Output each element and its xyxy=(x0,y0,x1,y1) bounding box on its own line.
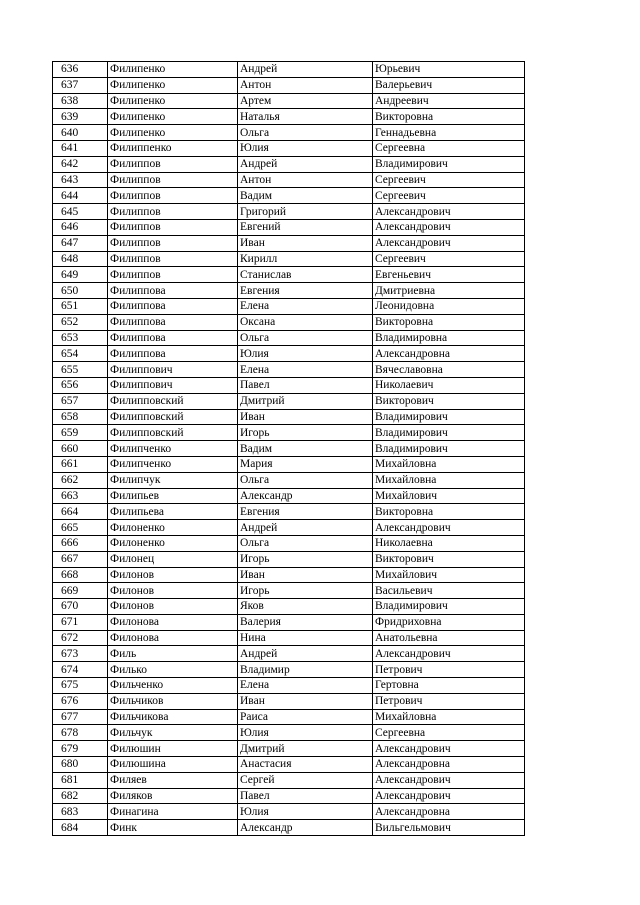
row-number-cell: 640 xyxy=(53,125,108,141)
last-name-cell: Филонов xyxy=(108,567,238,583)
row-number-cell: 636 xyxy=(53,62,108,78)
last-name-cell: Филипенко xyxy=(108,62,238,78)
table-row xyxy=(53,804,525,820)
row-number-cell: 676 xyxy=(53,693,108,709)
row-number-cell: 646 xyxy=(53,219,108,235)
row-number-cell: 672 xyxy=(53,630,108,646)
row-number-cell: 659 xyxy=(53,425,108,441)
patronymic-cell: Александровна xyxy=(373,804,525,820)
first-name-cell: Раиса xyxy=(238,709,373,725)
first-name-cell: Игорь xyxy=(238,583,373,599)
row-number-cell: 663 xyxy=(53,488,108,504)
last-name-cell: Фильченко xyxy=(108,678,238,694)
table-row xyxy=(53,693,525,709)
patronymic-cell: Леонидовна xyxy=(373,298,525,314)
first-name-cell: Иван xyxy=(238,693,373,709)
table-row xyxy=(53,551,525,567)
patronymic-cell: Викторович xyxy=(373,393,525,409)
table-row xyxy=(53,599,525,615)
names-table xyxy=(52,61,525,836)
row-number-cell: 684 xyxy=(53,820,108,836)
row-number-cell: 671 xyxy=(53,614,108,630)
table-row xyxy=(53,472,525,488)
table-row xyxy=(53,535,525,551)
table-row xyxy=(53,567,525,583)
first-name-cell: Андрей xyxy=(238,646,373,662)
table-row xyxy=(53,93,525,109)
first-name-cell: Юлия xyxy=(238,804,373,820)
row-number-cell: 669 xyxy=(53,583,108,599)
row-number-cell: 677 xyxy=(53,709,108,725)
first-name-cell: Станислав xyxy=(238,267,373,283)
last-name-cell: Филонова xyxy=(108,614,238,630)
row-number-cell: 651 xyxy=(53,298,108,314)
first-name-cell: Андрей xyxy=(238,520,373,536)
last-name-cell: Фильчиков xyxy=(108,693,238,709)
table-row xyxy=(53,709,525,725)
last-name-cell: Финк xyxy=(108,820,238,836)
table-row xyxy=(53,235,525,251)
row-number-cell: 654 xyxy=(53,346,108,362)
table-row xyxy=(53,156,525,172)
patronymic-cell: Викторович xyxy=(373,551,525,567)
row-number-cell: 656 xyxy=(53,377,108,393)
last-name-cell: Филиппова xyxy=(108,298,238,314)
table-row xyxy=(53,283,525,299)
table-row xyxy=(53,520,525,536)
last-name-cell: Филонец xyxy=(108,551,238,567)
last-name-cell: Фильчикова xyxy=(108,709,238,725)
table-row xyxy=(53,741,525,757)
first-name-cell: Елена xyxy=(238,362,373,378)
row-number-cell: 649 xyxy=(53,267,108,283)
table-row xyxy=(53,172,525,188)
table-row xyxy=(53,425,525,441)
first-name-cell: Анастасия xyxy=(238,757,373,773)
table-row xyxy=(53,109,525,125)
last-name-cell: Филиппов xyxy=(108,188,238,204)
row-number-cell: 657 xyxy=(53,393,108,409)
last-name-cell: Филипченко xyxy=(108,456,238,472)
first-name-cell: Юлия xyxy=(238,140,373,156)
table-row xyxy=(53,788,525,804)
table-row xyxy=(53,298,525,314)
patronymic-cell: Михайловна xyxy=(373,456,525,472)
patronymic-cell: Сергеевич xyxy=(373,188,525,204)
patronymic-cell: Михайловна xyxy=(373,709,525,725)
last-name-cell: Финагина xyxy=(108,804,238,820)
patronymic-cell: Владимирович xyxy=(373,156,525,172)
row-number-cell: 680 xyxy=(53,757,108,773)
table-row xyxy=(53,488,525,504)
last-name-cell: Филиппова xyxy=(108,314,238,330)
first-name-cell: Юлия xyxy=(238,725,373,741)
table-row xyxy=(53,646,525,662)
first-name-cell: Наталья xyxy=(238,109,373,125)
first-name-cell: Яков xyxy=(238,599,373,615)
first-name-cell: Евгения xyxy=(238,283,373,299)
last-name-cell: Филиппов xyxy=(108,204,238,220)
first-name-cell: Андрей xyxy=(238,156,373,172)
row-number-cell: 667 xyxy=(53,551,108,567)
last-name-cell: Филонов xyxy=(108,583,238,599)
patronymic-cell: Александрович xyxy=(373,204,525,220)
first-name-cell: Юлия xyxy=(238,346,373,362)
last-name-cell: Филипповский xyxy=(108,393,238,409)
patronymic-cell: Николаевна xyxy=(373,535,525,551)
last-name-cell: Филипченко xyxy=(108,441,238,457)
first-name-cell: Ольга xyxy=(238,125,373,141)
last-name-cell: Филюшина xyxy=(108,757,238,773)
first-name-cell: Сергей xyxy=(238,772,373,788)
first-name-cell: Оксана xyxy=(238,314,373,330)
row-number-cell: 666 xyxy=(53,535,108,551)
row-number-cell: 661 xyxy=(53,456,108,472)
first-name-cell: Иван xyxy=(238,567,373,583)
row-number-cell: 645 xyxy=(53,204,108,220)
row-number-cell: 670 xyxy=(53,599,108,615)
first-name-cell: Евгения xyxy=(238,504,373,520)
table-row xyxy=(53,330,525,346)
row-number-cell: 638 xyxy=(53,93,108,109)
table-row xyxy=(53,456,525,472)
last-name-cell: Филиппов xyxy=(108,251,238,267)
table-row xyxy=(53,393,525,409)
last-name-cell: Филоненко xyxy=(108,520,238,536)
row-number-cell: 679 xyxy=(53,741,108,757)
row-number-cell: 678 xyxy=(53,725,108,741)
table-row xyxy=(53,204,525,220)
patronymic-cell: Владимирович xyxy=(373,441,525,457)
last-name-cell: Филонова xyxy=(108,630,238,646)
last-name-cell: Филипьев xyxy=(108,488,238,504)
patronymic-cell: Андреевич xyxy=(373,93,525,109)
last-name-cell: Филипенко xyxy=(108,93,238,109)
table-row xyxy=(53,820,525,836)
row-number-cell: 642 xyxy=(53,156,108,172)
first-name-cell: Ольга xyxy=(238,472,373,488)
patronymic-cell: Александрович xyxy=(373,646,525,662)
first-name-cell: Игорь xyxy=(238,425,373,441)
row-number-cell: 653 xyxy=(53,330,108,346)
table-row xyxy=(53,409,525,425)
table-row xyxy=(53,188,525,204)
patronymic-cell: Геннадьевна xyxy=(373,125,525,141)
last-name-cell: Филиппов xyxy=(108,156,238,172)
row-number-cell: 660 xyxy=(53,441,108,457)
last-name-cell: Филиппенко xyxy=(108,140,238,156)
first-name-cell: Дмитрий xyxy=(238,393,373,409)
last-name-cell: Филиппов xyxy=(108,172,238,188)
patronymic-cell: Валерьевич xyxy=(373,77,525,93)
table-row xyxy=(53,314,525,330)
last-name-cell: Филюшин xyxy=(108,741,238,757)
table-row xyxy=(53,362,525,378)
table-row xyxy=(53,77,525,93)
patronymic-cell: Викторовна xyxy=(373,504,525,520)
table-row xyxy=(53,583,525,599)
patronymic-cell: Владимирович xyxy=(373,599,525,615)
first-name-cell: Нина xyxy=(238,630,373,646)
last-name-cell: Филиппов xyxy=(108,219,238,235)
row-number-cell: 643 xyxy=(53,172,108,188)
patronymic-cell: Александрович xyxy=(373,772,525,788)
row-number-cell: 639 xyxy=(53,109,108,125)
first-name-cell: Вадим xyxy=(238,188,373,204)
first-name-cell: Владимир xyxy=(238,662,373,678)
table-row xyxy=(53,125,525,141)
first-name-cell: Александр xyxy=(238,820,373,836)
patronymic-cell: Сергеевна xyxy=(373,725,525,741)
table-row xyxy=(53,219,525,235)
row-number-cell: 647 xyxy=(53,235,108,251)
patronymic-cell: Александровна xyxy=(373,757,525,773)
patronymic-cell: Сергеевич xyxy=(373,172,525,188)
patronymic-cell: Александрович xyxy=(373,520,525,536)
row-number-cell: 655 xyxy=(53,362,108,378)
row-number-cell: 658 xyxy=(53,409,108,425)
first-name-cell: Антон xyxy=(238,172,373,188)
patronymic-cell: Дмитриевна xyxy=(373,283,525,299)
row-number-cell: 681 xyxy=(53,772,108,788)
patronymic-cell: Викторовна xyxy=(373,109,525,125)
patronymic-cell: Сергеевич xyxy=(373,251,525,267)
first-name-cell: Иван xyxy=(238,409,373,425)
first-name-cell: Павел xyxy=(238,788,373,804)
last-name-cell: Филиппова xyxy=(108,346,238,362)
row-number-cell: 675 xyxy=(53,678,108,694)
last-name-cell: Филипенко xyxy=(108,109,238,125)
table-row xyxy=(53,441,525,457)
first-name-cell: Андрей xyxy=(238,62,373,78)
first-name-cell: Ольга xyxy=(238,330,373,346)
patronymic-cell: Петрович xyxy=(373,662,525,678)
first-name-cell: Павел xyxy=(238,377,373,393)
last-name-cell: Филько xyxy=(108,662,238,678)
patronymic-cell: Сергеевна xyxy=(373,140,525,156)
first-name-cell: Валерия xyxy=(238,614,373,630)
first-name-cell: Кирилл xyxy=(238,251,373,267)
patronymic-cell: Вильгельмович xyxy=(373,820,525,836)
patronymic-cell: Юрьевич xyxy=(373,62,525,78)
row-number-cell: 637 xyxy=(53,77,108,93)
row-number-cell: 644 xyxy=(53,188,108,204)
last-name-cell: Филипенко xyxy=(108,125,238,141)
first-name-cell: Григорий xyxy=(238,204,373,220)
table-row xyxy=(53,377,525,393)
row-number-cell: 664 xyxy=(53,504,108,520)
patronymic-cell: Петрович xyxy=(373,693,525,709)
row-number-cell: 652 xyxy=(53,314,108,330)
row-number-cell: 648 xyxy=(53,251,108,267)
row-number-cell: 673 xyxy=(53,646,108,662)
patronymic-cell: Михайлович xyxy=(373,567,525,583)
patronymic-cell: Анатольевна xyxy=(373,630,525,646)
patronymic-cell: Владимирович xyxy=(373,409,525,425)
table-row xyxy=(53,346,525,362)
patronymic-cell: Александровна xyxy=(373,346,525,362)
table-row xyxy=(53,504,525,520)
row-number-cell: 662 xyxy=(53,472,108,488)
table-row xyxy=(53,662,525,678)
first-name-cell: Игорь xyxy=(238,551,373,567)
first-name-cell: Мария xyxy=(238,456,373,472)
patronymic-cell: Александрович xyxy=(373,235,525,251)
table-row xyxy=(53,630,525,646)
patronymic-cell: Вячеславовна xyxy=(373,362,525,378)
last-name-cell: Филяев xyxy=(108,772,238,788)
patronymic-cell: Гертовна xyxy=(373,678,525,694)
last-name-cell: Филиппова xyxy=(108,283,238,299)
patronymic-cell: Владимирович xyxy=(373,425,525,441)
table-row xyxy=(53,678,525,694)
patronymic-cell: Александрович xyxy=(373,788,525,804)
first-name-cell: Вадим xyxy=(238,441,373,457)
last-name-cell: Фильчук xyxy=(108,725,238,741)
patronymic-cell: Александрович xyxy=(373,219,525,235)
last-name-cell: Филиппович xyxy=(108,377,238,393)
patronymic-cell: Владимировна xyxy=(373,330,525,346)
last-name-cell: Филиппова xyxy=(108,330,238,346)
last-name-cell: Филиппович xyxy=(108,362,238,378)
row-number-cell: 665 xyxy=(53,520,108,536)
row-number-cell: 682 xyxy=(53,788,108,804)
table-row xyxy=(53,725,525,741)
first-name-cell: Артем xyxy=(238,93,373,109)
last-name-cell: Филонов xyxy=(108,599,238,615)
last-name-cell: Филипьева xyxy=(108,504,238,520)
table-row xyxy=(53,62,525,78)
row-number-cell: 668 xyxy=(53,567,108,583)
last-name-cell: Филиппов xyxy=(108,267,238,283)
last-name-cell: Филяков xyxy=(108,788,238,804)
row-number-cell: 674 xyxy=(53,662,108,678)
table-row xyxy=(53,140,525,156)
last-name-cell: Филь xyxy=(108,646,238,662)
table-row xyxy=(53,757,525,773)
first-name-cell: Дмитрий xyxy=(238,741,373,757)
last-name-cell: Филоненко xyxy=(108,535,238,551)
patronymic-cell: Михайловна xyxy=(373,472,525,488)
first-name-cell: Александр xyxy=(238,488,373,504)
patronymic-cell: Николаевич xyxy=(373,377,525,393)
first-name-cell: Ольга xyxy=(238,535,373,551)
last-name-cell: Филипповский xyxy=(108,409,238,425)
last-name-cell: Филипчук xyxy=(108,472,238,488)
patronymic-cell: Михайлович xyxy=(373,488,525,504)
table-row xyxy=(53,251,525,267)
last-name-cell: Филипповский xyxy=(108,425,238,441)
row-number-cell: 683 xyxy=(53,804,108,820)
patronymic-cell: Викторовна xyxy=(373,314,525,330)
patronymic-cell: Александрович xyxy=(373,741,525,757)
table-row xyxy=(53,267,525,283)
patronymic-cell: Фридриховна xyxy=(373,614,525,630)
patronymic-cell: Евгеньевич xyxy=(373,267,525,283)
first-name-cell: Иван xyxy=(238,235,373,251)
patronymic-cell: Васильевич xyxy=(373,583,525,599)
first-name-cell: Елена xyxy=(238,298,373,314)
table-row xyxy=(53,614,525,630)
first-name-cell: Евгений xyxy=(238,219,373,235)
row-number-cell: 650 xyxy=(53,283,108,299)
first-name-cell: Антон xyxy=(238,77,373,93)
table-row xyxy=(53,772,525,788)
names-table-body xyxy=(53,62,525,836)
first-name-cell: Елена xyxy=(238,678,373,694)
row-number-cell: 641 xyxy=(53,140,108,156)
last-name-cell: Филиппов xyxy=(108,235,238,251)
last-name-cell: Филипенко xyxy=(108,77,238,93)
